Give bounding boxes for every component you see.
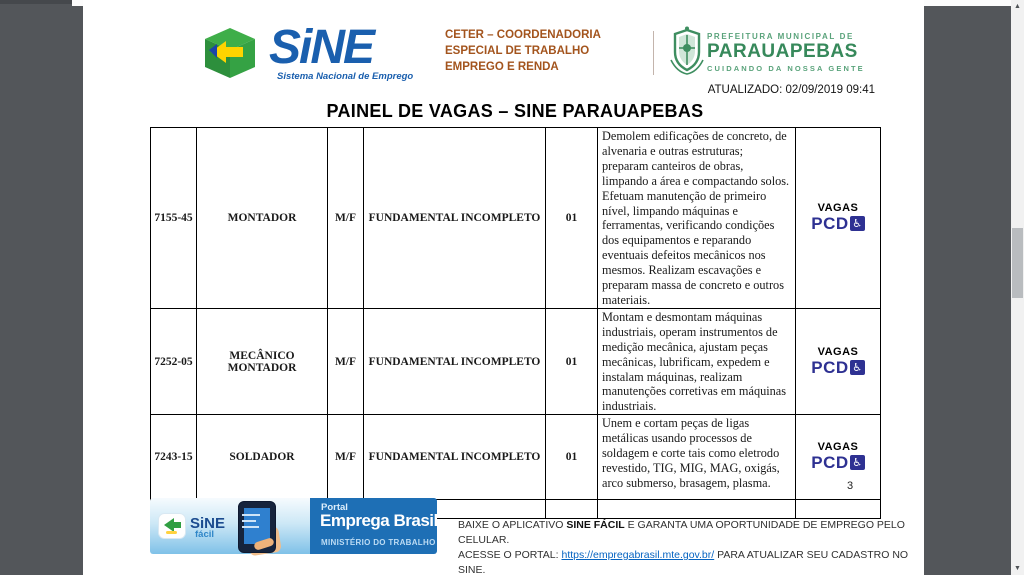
footer-text: PARA ATUALIZAR SEU CADASTRO NO SINE.	[458, 549, 909, 575]
portal-name: Emprega Brasil	[320, 511, 438, 530]
cell-description: Unem e cortam peças de ligas metálicas usando processos de soldagem e corte tais como eletrodo revestido, TIG, MIG, MAG, oxigás, arco submerso, brasagem, plasma.	[598, 415, 796, 500]
prefeitura-crest-icon	[667, 26, 707, 81]
footer-text: E GARANTA UMA OPORTUNIDADE DE EMPREGO PELO CELULAR.	[458, 519, 905, 546]
prefeitura-slogan: CUIDANDO DA NOSSA GENTE	[707, 64, 865, 73]
ceter-line: EMPREGO E RENDA	[445, 61, 559, 73]
cell-gender: M/F	[328, 415, 364, 500]
sine-tagline: Sistema Nacional de Emprego	[277, 71, 414, 82]
cell-role: MONTADOR	[197, 128, 328, 309]
table-row	[151, 308, 881, 414]
emprega-brasil-banner	[150, 498, 437, 554]
table-row	[151, 415, 881, 500]
footer-text: BAIXE O APLICATIVO	[458, 519, 567, 531]
scroll-down-button[interactable]: ▼	[1014, 565, 1021, 572]
badge-vagas-label: VAGAS	[817, 441, 859, 454]
scroll-up-button[interactable]: ▲	[1014, 3, 1021, 10]
smartphone-screen-line	[242, 514, 260, 516]
ceter-title	[445, 27, 601, 75]
sine-facil-icon	[158, 513, 186, 544]
prefeitura-top-label: PREFEITURA MUNICIPAL DE	[707, 32, 854, 41]
cell-empty	[796, 500, 881, 519]
page-title: PAINEL DE VAGAS – SINE PARAUAPEBAS	[326, 101, 704, 121]
portal-label: Portal	[321, 502, 348, 513]
updated-timestamp: ATUALIZADO: 02/09/2019 09:41	[707, 84, 875, 96]
cell-gender: M/F	[328, 308, 364, 414]
badge-pcd-label: PCD	[811, 357, 849, 377]
cell-description: Montam e desmontam máquinas industriais, operam instrumentos de medição mecânica, ajustam peças mecânicas, lubrificam, expedem e instalam máquinas, realizam manutenções corretivas em máquinas industriais.	[598, 308, 796, 414]
viewer-top-edge	[0, 0, 72, 4]
cell-quantity: 01	[546, 128, 598, 309]
footer-line-2	[458, 548, 923, 575]
smartphone-screen-line	[242, 526, 259, 528]
cell-quantity: 01	[546, 415, 598, 500]
cell-code: 7243-15	[151, 415, 197, 500]
footer-line-1	[458, 518, 923, 548]
scrollbar-thumb[interactable]	[1012, 228, 1023, 298]
ceter-line: CETER – COORDENADORIA	[445, 29, 601, 41]
cell-code: 7252-05	[151, 308, 197, 414]
cell-role: MECÂNICO MONTADOR	[197, 308, 328, 414]
portal-link[interactable]: https://empregabrasil.mte.gov.br/	[561, 549, 715, 561]
sine-logo-icon	[201, 26, 259, 85]
ministry-label: MINISTÉRIO DO TRABALHO	[321, 538, 436, 547]
pcd-badge	[796, 415, 881, 500]
cell-quantity: 01	[546, 308, 598, 414]
sine-facil-sub: fácil	[195, 529, 215, 540]
badge-pcd-label: PCD	[811, 213, 849, 233]
header-divider	[653, 31, 654, 75]
page-number: 3	[846, 480, 854, 492]
cell-education: FUNDAMENTAL INCOMPLETO	[364, 415, 546, 500]
pcd-badge	[796, 308, 881, 414]
pcd-badge	[796, 128, 881, 309]
cell-description: Demolem edificações de concreto, de alvenaria e outras estruturas; preparam canteiros de obras, limpando a área e compactando solos. Efetuam manutenção de primeiro nível, limpando máquinas e ferramentas, verificando condições dos equipamentos e reparando eventuais defeitos mecânicos nos mesmos. Realizam escavações e preparam massa de concreto e outros materiais.	[598, 128, 796, 309]
cell-role: SOLDADOR	[197, 415, 328, 500]
ceter-line: ESPECIAL DE TRABALHO	[445, 45, 590, 57]
table-row	[151, 128, 881, 309]
sine-facil-panel	[150, 498, 310, 554]
sine-facil-wordmark: SiNE	[190, 515, 226, 532]
smartphone-screen-line	[242, 520, 256, 522]
footer-bold-text: SINE FÁCIL	[566, 519, 625, 531]
wheelchair-icon: ♿	[850, 360, 865, 375]
cell-empty	[546, 500, 598, 519]
cell-code: 7155-45	[151, 128, 197, 309]
wheelchair-icon: ♿	[850, 455, 865, 470]
cell-empty	[598, 500, 796, 519]
prefeitura-name: PARAUAPEBAS	[707, 41, 858, 62]
prefeitura-logo	[707, 32, 927, 73]
footer-text: ACESSE O PORTAL:	[458, 549, 562, 561]
cell-gender: M/F	[328, 128, 364, 309]
badge-vagas-label: VAGAS	[817, 345, 859, 358]
document-page	[83, 0, 924, 575]
vagas-table	[150, 127, 881, 519]
wheelchair-icon: ♿	[850, 216, 865, 231]
sine-wordmark: SiNE	[269, 21, 374, 74]
cell-education: FUNDAMENTAL INCOMPLETO	[364, 128, 546, 309]
footer-note	[458, 518, 923, 575]
cell-education: FUNDAMENTAL INCOMPLETO	[364, 308, 546, 414]
scrollbar-track[interactable]	[1011, 0, 1024, 575]
badge-vagas-label: VAGAS	[817, 201, 859, 214]
badge-pcd-label: PCD	[811, 453, 849, 473]
emprega-brasil-panel	[310, 498, 437, 554]
